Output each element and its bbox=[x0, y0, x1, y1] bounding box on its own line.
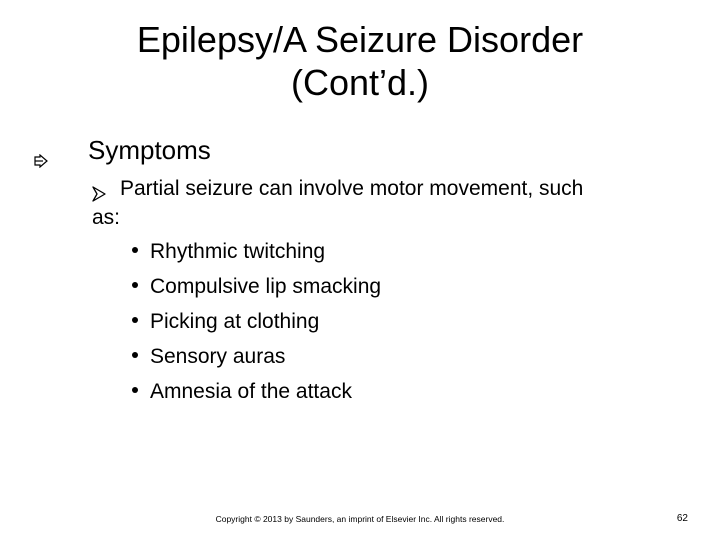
slide-title bbox=[60, 18, 660, 104]
slide-title-line-1: Epilepsy/A Seizure Disorder bbox=[136, 19, 584, 60]
bullet-level-2-text-line-1: Partial seizure can involve motor movement, such bbox=[120, 177, 584, 200]
list-item bbox=[130, 269, 381, 304]
list-item-text: Amnesia of the attack bbox=[150, 380, 352, 403]
arrowhead-bullet-icon bbox=[92, 181, 106, 197]
list-item bbox=[130, 374, 381, 409]
slide-title-line-2: (Cont’d.) bbox=[290, 62, 430, 103]
list-item bbox=[130, 339, 381, 374]
bullet-dot-icon bbox=[132, 247, 138, 253]
bullet-dot-icon bbox=[132, 387, 138, 393]
list-item bbox=[130, 304, 381, 339]
bullet-level-3-list bbox=[130, 234, 381, 409]
bullet-dot-icon bbox=[132, 352, 138, 358]
bullet-level-2 bbox=[92, 174, 692, 232]
list-item-text: Rhythmic twitching bbox=[150, 240, 326, 263]
bullet-dot-icon bbox=[132, 282, 138, 288]
bullet-dot-icon bbox=[132, 317, 138, 323]
bullet-level-2-text-line-2: as: bbox=[92, 206, 121, 229]
smartart-bullet-icon bbox=[34, 143, 48, 157]
list-item bbox=[130, 234, 381, 269]
list-item-text: Picking at clothing bbox=[150, 310, 320, 333]
page-number: 62 bbox=[676, 513, 688, 524]
bullet-level-1-text: Symptoms bbox=[88, 135, 211, 165]
list-item-text: Sensory auras bbox=[150, 345, 286, 368]
list-item-text: Compulsive lip smacking bbox=[150, 275, 382, 298]
copyright-footer: Copyright © 2013 by Saunders, an imprint of Elsevier Inc. All rights reserved. bbox=[215, 514, 505, 524]
